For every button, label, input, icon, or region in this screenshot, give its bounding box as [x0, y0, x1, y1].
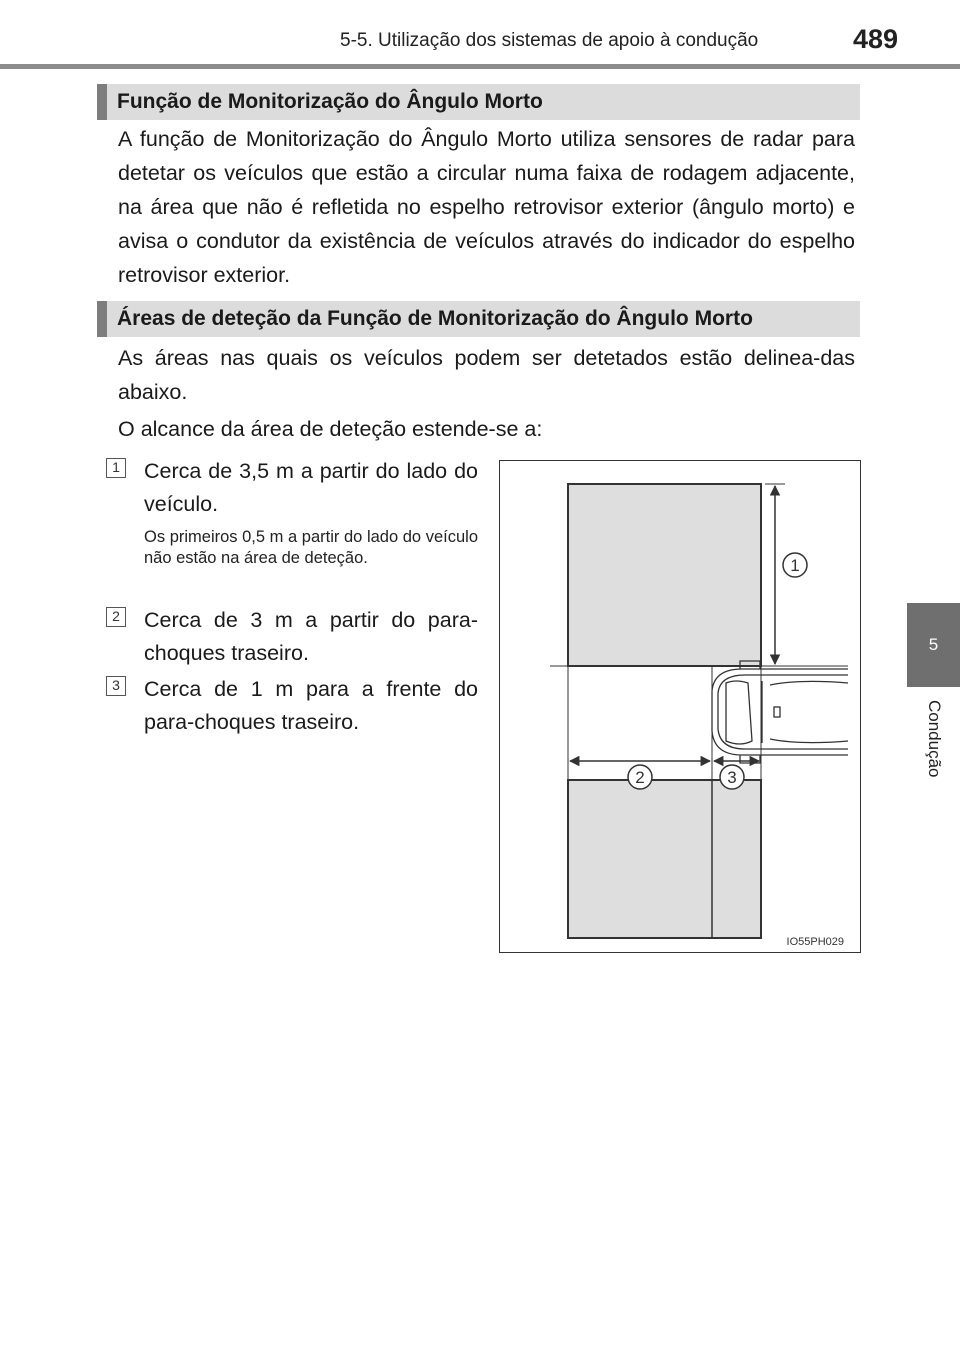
detection-areas-paragraph: As áreas nas quais os veículos podem ser detetados estão delinea-das abaixo.: [118, 346, 855, 404]
section-heading-blind-spot-monitor: Função de Monitorização do Ângulo Morto: [97, 84, 860, 120]
list-item-text: Cerca de 1 m para a frente do para-choques traseiro.: [144, 677, 478, 734]
detection-area-diagram: [499, 460, 861, 953]
item-number-badge: 1: [106, 458, 126, 478]
callout-2-label: 2: [635, 768, 645, 787]
chapter-tab: 5: [907, 603, 960, 687]
callout-3-label: 3: [727, 768, 737, 787]
header-section-title: 5-5. Utilização dos sistemas de apoio à condução: [340, 30, 759, 51]
page-number: 489: [852, 24, 898, 54]
callout-1-label: 1: [790, 556, 800, 575]
image-code: IO55PH029: [786, 936, 844, 948]
detection-area-drawing: [500, 461, 862, 954]
side-detection-zone: [568, 484, 761, 666]
chapter-tab-label: Condução: [925, 700, 944, 778]
section-intro-paragraph: A função de Monitorização do Ângulo Morto utiliza sensores de radar para detetar os veículos que estão a circular numa faixa de rodagem adjacente, na área que não é refletida no espelho retrovisor exterior (ângulo morto) e avisa o condutor da existência de veículos através do indicador do espelho retrovisor exterior.: [118, 127, 855, 287]
list-item-note: Os primeiros 0,5 m a partir do lado do veículo não estão na área de deteção.: [144, 528, 478, 567]
rear-detection-zone: [568, 780, 761, 938]
list-item-text: Cerca de 3 m a partir do para-choques traseiro.: [144, 608, 478, 665]
detection-range-intro: O alcance da área de deteção estende-se a:: [118, 417, 543, 441]
list-item-text: Cerca de 3,5 m a partir do lado do veículo.: [144, 459, 478, 516]
vehicle-rear-illustration: [712, 661, 848, 763]
item-number-badge: 3: [106, 676, 126, 696]
section-heading-detection-areas: Áreas de deteção da Função de Monitorização do Ângulo Morto: [97, 301, 860, 337]
header-divider: [0, 64, 960, 69]
item-number-badge: 2: [106, 607, 126, 627]
